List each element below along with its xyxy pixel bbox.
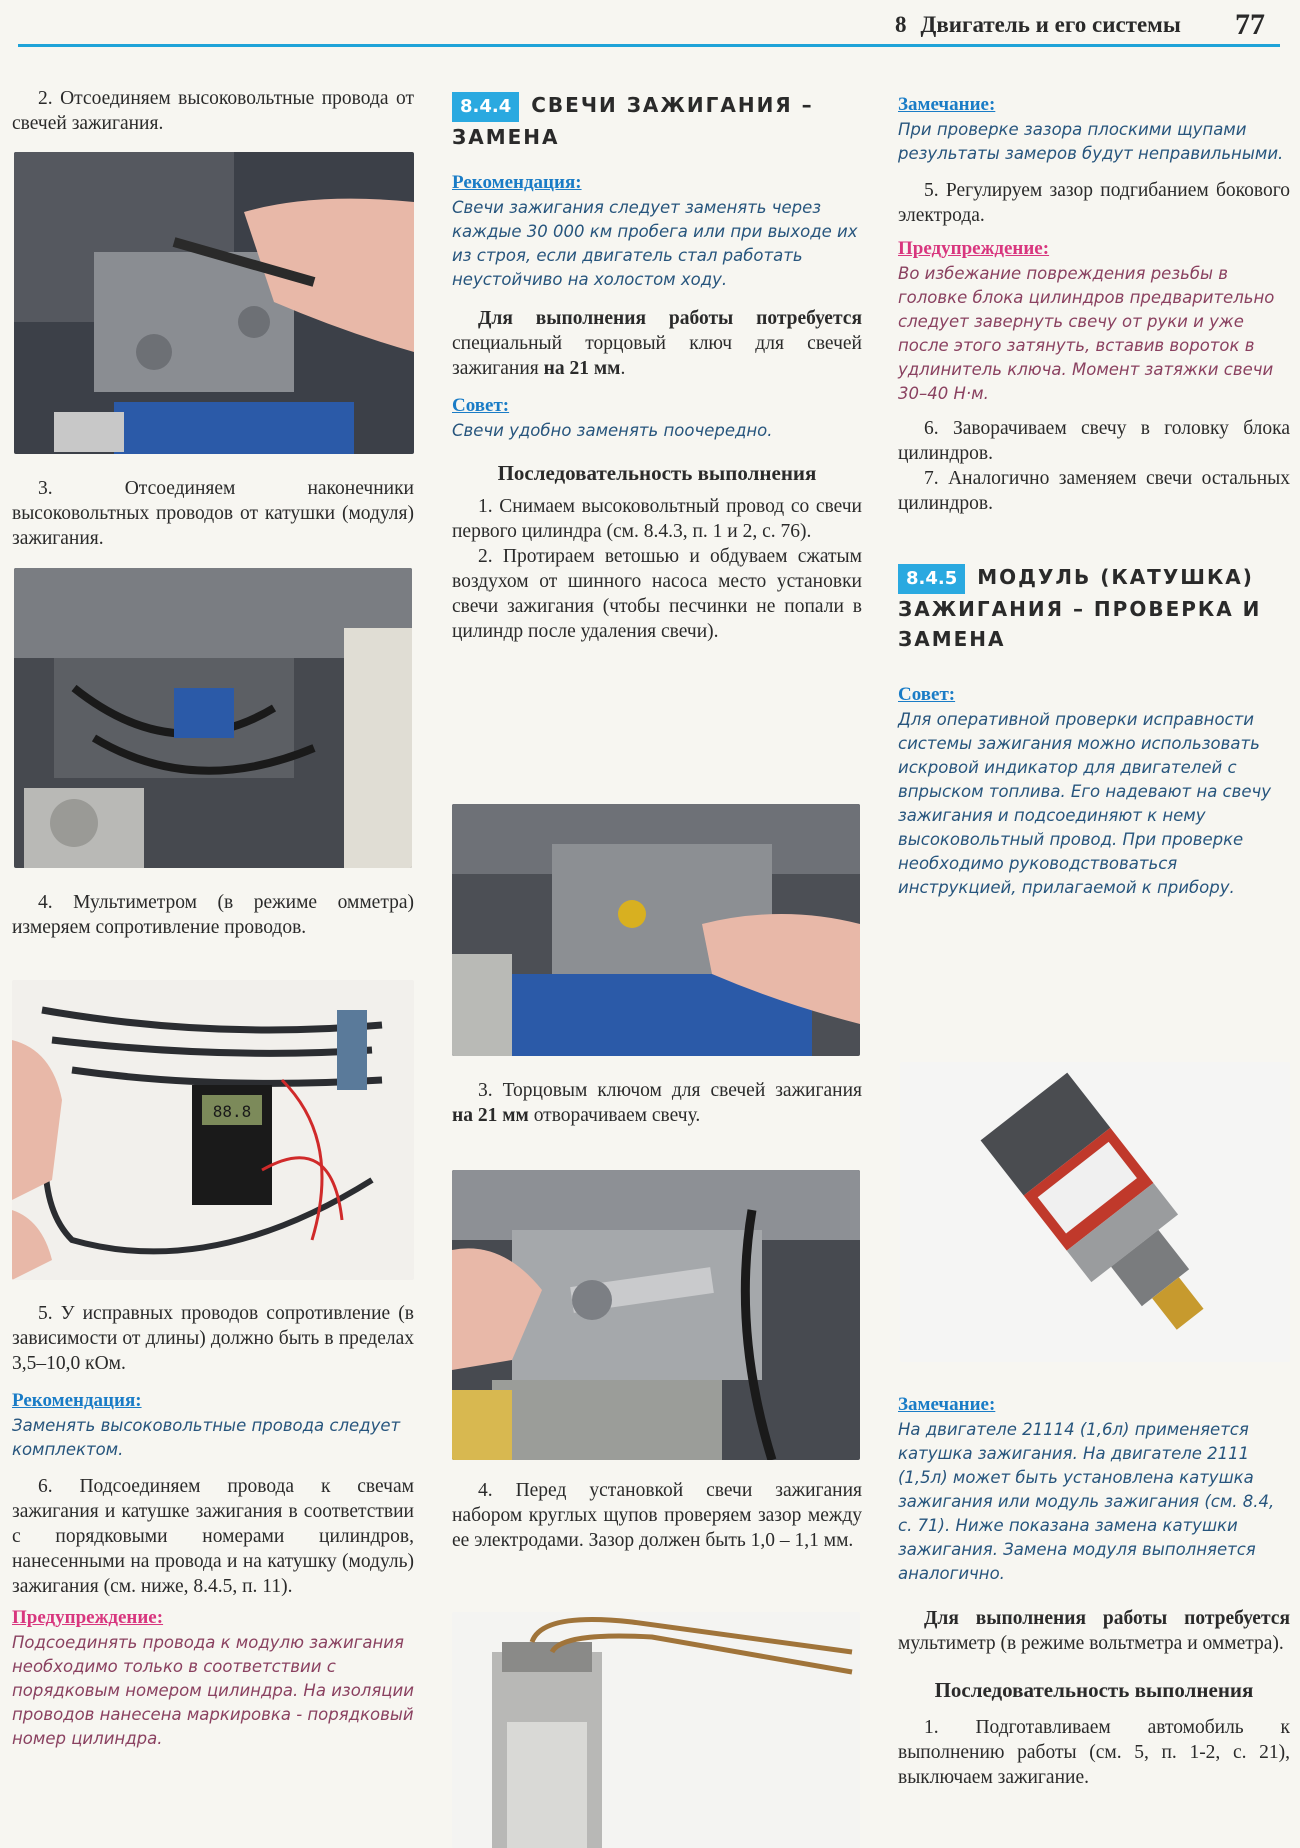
c3-note2-heading: Замечание: [898,1394,996,1415]
c3-tools-text: мультиметр (в режиме вольтметра и омметра). [898,1633,1284,1654]
chapter-number: 8 [895,12,907,37]
c2-step-4: 4. Перед установкой свечи зажигания набором круглых щупов проверяем зазор между ее электродами. Зазор должен быть 1,0 – 1,1 мм. [452,1480,862,1551]
c2-step-3-b: отворачиваем свечу. [528,1105,701,1126]
photo-spark-indicator [900,1062,1290,1362]
c2-step-3-a: 3. Торцовым ключом для свечей зажигания [478,1080,862,1101]
c1-block-3 [12,890,414,940]
c1-block-4 [12,1301,414,1751]
c2-recommendation-text: Свечи зажигания следует заменять через каждые 30 000 км пробега или при выходе их из строя, если двигатель стал работать неустойчиво на холостом ходу. [452,198,858,289]
c1-step-5: 5. У исправных проводов сопротивление (в зависимости от длины) должно быть в пределах 3,5–10,0 кОм. [12,1303,414,1374]
c3-section-title-text: МОДУЛЬ (КАТУШКА) ЗАЖИГАНИЯ – ПРОВЕРКА И ЗАМЕНА [898,565,1262,651]
c3-sequence-heading: Последовательность выполнения [934,1678,1254,1702]
c2-tools-paragraph [452,306,862,381]
c3-block-2 [898,1394,1290,1790]
photo-spark-plug-area [452,804,860,1056]
c2-step-3-bold: на 21 мм [452,1105,529,1126]
c1-warning-heading: Предупреждение: [12,1607,164,1628]
column-3 [898,94,1290,900]
c2-tools-text: специальный торцовый ключ для свечей зажигания [452,333,862,379]
c2-tools-size: на 21 мм [543,358,621,379]
c3-warning-heading: Предупреждение: [898,238,1050,259]
column-2 [452,90,862,644]
c1-step-4: 4. Мультиметром (в режиме омметра) измеряем сопротивление проводов. [12,892,414,938]
c3-section-number: 8.4.5 [898,564,965,594]
c1-recommendation-text: Заменять высоковольтные провода следует комплектом. [12,1416,401,1459]
c2-advice-heading: Совет: [452,395,510,416]
c3-note-text: При проверке зазора плоскими щупами результаты замеров будут неправильными. [898,120,1284,163]
c2-step-3 [452,1078,862,1128]
photo-ignition-coil [14,568,412,868]
c2-section-title-text: СВЕЧИ ЗАЖИГАНИЯ – ЗАМЕНА [452,93,814,149]
c2-tools-end: . [620,358,626,379]
c3-advice-heading: Совет: [898,684,956,705]
c2-advice-text: Свечи удобно заменять поочередно. [452,421,773,440]
c3-step-7: 7. Аналогично заменяем свечи остальных цилиндров. [898,468,1290,514]
c3-note2-text: На двигателе 21114 (1,6л) применяется катушка зажигания. На двигателе 2111 (1,5л) может быть установлена катушка зажигания или модуль зажигания (см. 8.4, с. 71). Ниже показана замена катушки зажигания. Замена модуля выполняется аналогично. [898,1420,1275,1583]
column-1 [12,86,414,136]
c1-recommendation-heading: Рекомендация: [12,1390,142,1411]
c2-tools-bold: Для выполнения работы потребуется [478,308,862,329]
c3-step-6: 6. Заворачиваем свечу в головку блока цилиндров. [898,418,1290,464]
running-head [895,12,1181,38]
c1-block-2 [12,476,414,551]
photo-multimeter [12,980,414,1280]
c3-step-5: 5. Регулируем зазор подгибанием бокового электрода. [898,180,1290,226]
c2-section-number: 8.4.4 [452,92,519,122]
c2-block-3 [452,1478,862,1553]
page-number: 77 [1235,8,1265,41]
c1-step-3: 3. Отсоединяем наконечники высоковольтных проводов от катушки (модуля) зажигания. [12,478,414,549]
multimeter-readout: 88.8 [212,1102,252,1121]
header-divider [18,44,1280,47]
c2-block-2 [452,1078,862,1128]
photo-engine-wires [14,152,414,454]
c3-tools-bold: Для выполнения работы потребуется [924,1608,1290,1629]
c3-advice-text: Для оперативной проверки исправности системы зажигания можно использовать искровой индикатор для двигателей с впрыском топлива. Его надевают на свечу зажигания и подсоединяют к нему высоковольтный провод. При проверке необходимо руководствоваться инструкцией, прилагаемой к прибору. [898,710,1272,897]
c1-warning-text: Подсоединять провода к модулю зажигания необходимо только в соответствии с порядковым номером цилиндра. На изоляции проводов нанесена маркировка - порядковый номер цилиндра. [12,1633,414,1748]
c3-step-1: 1. Подготавливаем автомобиль к выполнению работы (см. 5, п. 1-2, с. 21), выключаем зажигание. [898,1717,1290,1788]
c3-tools-paragraph [898,1606,1290,1656]
c1-step-6: 6. Подсоединяем провода к свечам зажигания и катушке зажигания в соответствии с порядковыми номерами цилиндров, нанесенными на провода и на катушку (модуль) зажигания (см. ниже, 8.4.5, п. 11). [12,1476,414,1597]
c2-sequence-heading: Последовательность выполнения [497,461,817,485]
c2-section-title [452,90,862,152]
chapter-title: Двигатель и его системы [920,12,1181,37]
c1-step-2: 2. Отсоединяем высоковольтные провода от свечей зажигания. [12,88,414,134]
c3-warning-text: Во избежание повреждения резьбы в головке блока цилиндров предварительно следует завернуть свечу от руки и уже после этого затянуть, вставив вороток в удлинитель ключа. Момент затяжки свечи 30–40 Н·м. [898,264,1275,403]
c3-note-heading: Замечание: [898,94,996,115]
c3-section-title [898,562,1290,654]
c2-step-2: 2. Протираем ветошью и обдуваем сжатым воздухом от шинного насоса место установки свечи зажигания (чтобы песчинки не попали в цилиндр после удаления свечи). [452,546,862,642]
c2-step-1: 1. Снимаем высоковольтный провод со свечи первого цилиндра (см. 8.4.3, п. 1 и 2, с. 76). [452,496,862,542]
c2-recommendation-heading: Рекомендация: [452,172,582,193]
photo-gap-gauge [452,1612,860,1848]
photo-socket-wrench [452,1170,860,1460]
